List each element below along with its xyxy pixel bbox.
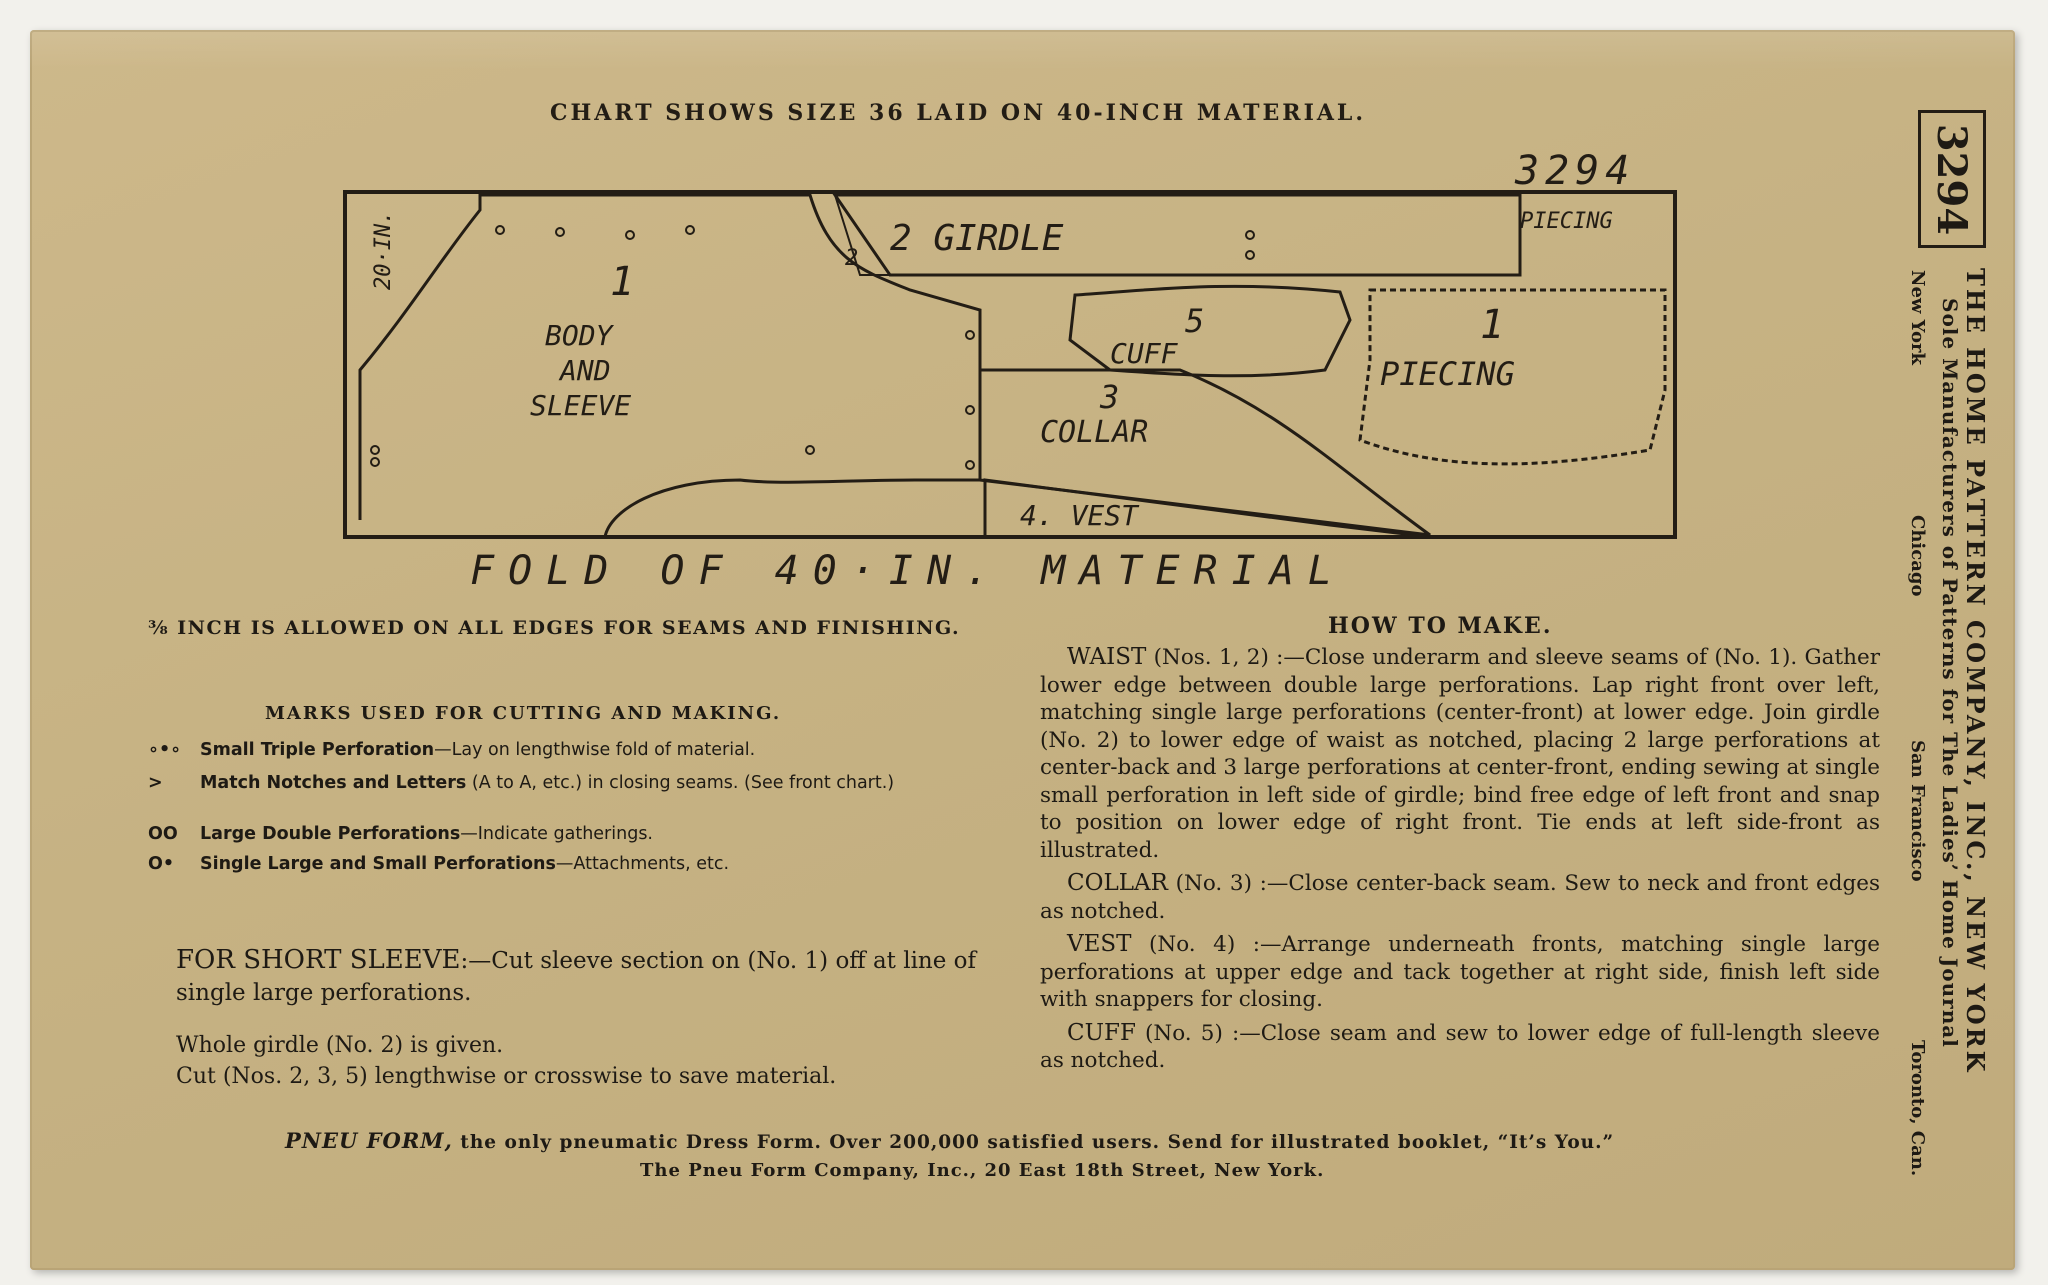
city-new-york: New York — [1907, 270, 1928, 365]
triple-perforation-icon: ∘•∘ — [148, 740, 182, 760]
how-to-make-instructions — [1040, 644, 1880, 1081]
city-list — [1888, 270, 1928, 1175]
marks-legend — [148, 740, 1028, 884]
piecing-piece-number: 1 — [1480, 302, 1505, 348]
handwritten-pattern-number: 3294 — [1515, 148, 1636, 194]
piecing-small-label: PIECING — [1520, 209, 1613, 234]
mark-small-triple: ∘•∘ Small Triple Perforation—Lay on lengthwise fold of material. — [148, 740, 756, 760]
how-to-make-title: HOW TO MAKE. — [1328, 613, 1553, 639]
cuff-piece-number: 5 — [1185, 302, 1205, 340]
pneu-form-address: The Pneu Form Company, Inc., 20 East 18th Street, New York. — [640, 1160, 1325, 1181]
mark-single-large-small: O• Single Large and Small Perforations—Attachments, etc. — [148, 854, 730, 874]
piecing-piece-label: PIECING — [1380, 355, 1515, 393]
cuff-instruction: CUFF (No. 5) :—Close seam and sew to lower edge of full-length sleeve as notched. — [1040, 1019, 1880, 1073]
marks-title: MARKS USED FOR CUTTING AND MAKING. — [265, 703, 782, 724]
city-toronto: Toronto, Can. — [1907, 1040, 1928, 1177]
fold-label: FOLD OF 40·IN. MATERIAL — [470, 548, 1346, 594]
company-name: THE HOME PATTERN COMPANY, INC., NEW YORK — [1961, 268, 1990, 1075]
city-san-francisco: San Francisco — [1907, 740, 1928, 882]
body-piece-number: 1 — [610, 259, 635, 305]
girdle-piece-label: 2 GIRDLE — [890, 218, 1064, 259]
sole-manufacturers-line: Sole Manufacturers of Patterns for The Ladies’ Home Journal — [1938, 298, 1962, 1048]
pneu-form-advert: PNEU FORM, the only pneumatic Dress Form. Over 200,000 satisfied users. Send for illustrated booklet, “It’s You.” — [285, 1128, 1615, 1153]
pattern-number-box: 3294 — [1918, 110, 1986, 248]
collar-piece-label: COLLAR — [1040, 415, 1149, 450]
girdle-small-outline — [835, 195, 890, 275]
body-piece-line-3: SLEEVE — [530, 389, 632, 422]
body-piece-line-1: BODY — [545, 319, 613, 352]
vest-piece-label: 4. VEST — [1020, 499, 1139, 532]
cuff-piece-label: CUFF — [1110, 337, 1178, 370]
girdle-small-label: 2 — [845, 246, 859, 271]
body-piece-line-2: AND — [560, 354, 611, 387]
notch-icon: > — [148, 773, 163, 793]
body-sleeve-outline — [360, 195, 980, 537]
chart-header: CHART SHOWS SIZE 36 LAID ON 40-INCH MATERIAL. — [550, 100, 1367, 126]
layout-width-label: 20·IN. — [371, 210, 396, 290]
short-sleeve-note: FOR SHORT SLEEVE:—Cut sleeve section on (No. 1) off at line of single large perforations. — [176, 945, 977, 1006]
city-chicago: Chicago — [1907, 515, 1928, 597]
mark-notches: > Match Notches and Letters (A to A, etc.) in closing seams. (See front chart.) — [148, 770, 1028, 824]
collar-instruction: COLLAR (No. 3) :—Close center-back seam. Sew to neck and front edges as notched. — [1040, 870, 1880, 924]
girdle-note: Whole girdle (No. 2) is given. Cut (Nos. 2, 3, 5) lengthwise or crosswise to save material. — [176, 1033, 837, 1089]
collar-piece-number: 3 — [1100, 378, 1120, 416]
single-perforation-icon: O• — [148, 854, 175, 874]
waist-instruction: WAIST (Nos. 1, 2) :—Close underarm and sleeve seams of (No. 1). Gather lower edge between double large perforations. Lap right front over left, matching single large perforations (center-front) at lower edge. Join girdle (No. 2) to lower edge of waist as notched, placing 2 large perforations at center-back and 3 large perforations at center-front, ending sewing at single small perforation in left side of girdle; bind free edge of left front and snap to position on lower edge of right front. Tie ends at left side-front as illustrated. — [1040, 644, 1880, 863]
envelope-edge — [30, 30, 2015, 70]
mark-large-double: OO Large Double Perforations—Indicate gatherings. — [148, 824, 653, 844]
vest-instruction: VEST (No. 4) :—Arrange underneath fronts, matching single large perforations at upper edge and tack together at right side, finish left side with snappers for closing. — [1040, 931, 1880, 1012]
double-perforation-icon: OO — [148, 824, 178, 844]
cutting-layout-diagram — [330, 180, 1690, 560]
seam-allowance-note: ⅜ INCH IS ALLOWED ON ALL EDGES FOR SEAMS AND FINISHING. — [148, 617, 961, 639]
